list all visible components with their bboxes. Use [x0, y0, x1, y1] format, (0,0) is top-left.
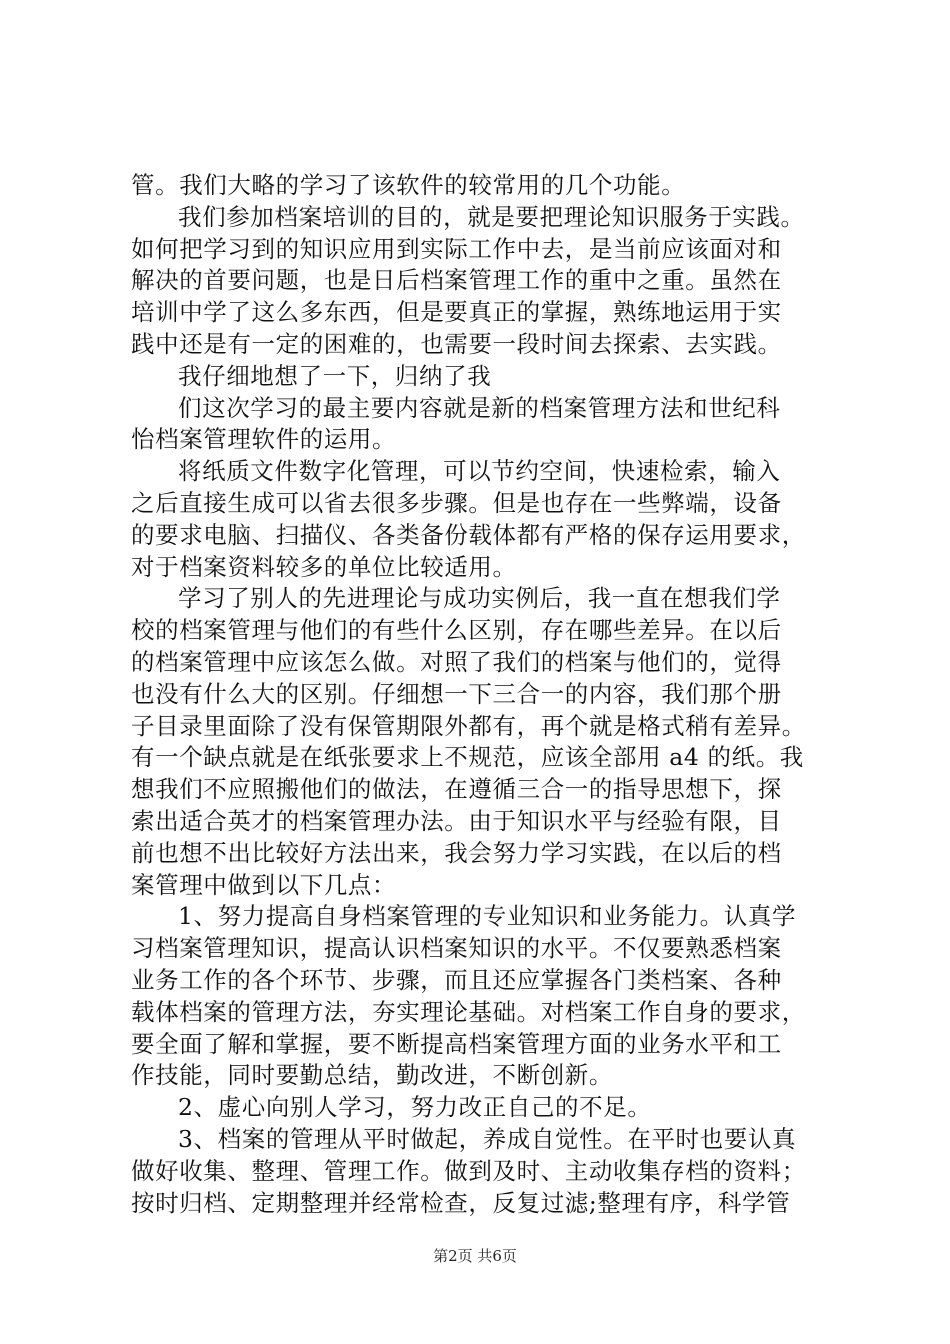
text-line: 的档案管理中应该怎么做。对照了我们的档案与他们的，觉得	[131, 647, 782, 676]
body-text	[131, 170, 831, 1219]
text-line: 的要求电脑、扫描仪、各类备份载体都有严格的保存运用要求，	[131, 520, 806, 549]
text-line: 1、努力提高自身档案管理的专业知识和业务能力。认真学	[178, 902, 797, 931]
text-line: 做好收集、整理、管理工作。做到及时、主动收集存档的资料；	[131, 1156, 806, 1185]
text-line: 践中还是有一定的困难的，也需要一段时间去探索、去实践。	[131, 329, 782, 358]
text-line: 我仔细地想了一下，归纳了我	[178, 361, 492, 390]
text-line: 管。我们大略的学习了该软件的较常用的几个功能。	[131, 171, 686, 199]
text-line: 如何把学习到的知识应用到实际工作中去，是当前应该面对和	[131, 234, 782, 263]
page-footer: 第2页 共6页	[433, 1247, 517, 1265]
text-line: 业务工作的各个环节、步骤，而且还应掌握各门类档案、各种	[131, 965, 782, 994]
text-line: 有一个缺点就是在纸张要求上不规范，应该全部用 a4 的纸。我	[131, 743, 804, 772]
text-line: 怡档案管理软件的运用。	[131, 425, 397, 454]
text-line: 校的档案管理与他们的有些什么区别，存在哪些差异。在以后	[131, 616, 782, 645]
text-line: 也没有什么大的区别。仔细想一下三合一的内容，我们那个册	[131, 679, 782, 708]
text-line: 子目录里面除了没有保管期限外都有，再个就是格式稍有差异。	[131, 711, 806, 740]
text-line: 案管理中做到以下几点：	[131, 870, 397, 899]
text-line: 3、档案的管理从平时做起，养成自觉性。在平时也要认真	[178, 1124, 797, 1153]
text-line: 载体档案的管理方法，夯实理论基础。对档案工作自身的要求，	[131, 997, 806, 1026]
text-line: 学习了别人的先进理论与成功实例后，我一直在想我们学	[178, 584, 781, 613]
text-line: 解决的首要问题，也是日后档案管理工作的重中之重。虽然在	[131, 266, 782, 295]
text-line: 将纸质文件数字化管理，可以节约空间，快速检索，输入	[178, 457, 781, 486]
text-line: 2、虚心向别人学习，努力改正自己的不足。	[178, 1093, 652, 1122]
text-line: 索出适合英才的档案管理办法。由于知识水平与经验有限，目	[131, 806, 782, 835]
text-line: 想我们不应照搬他们的做法，在遵循三合一的指导思想下，探	[131, 775, 782, 804]
text-line: 作技能，同时要勤总结，勤改进，不断创新。	[131, 1061, 613, 1090]
text-line: 要全面了解和掌握，要不断提高档案管理方面的业务水平和工	[131, 1029, 782, 1058]
text-line: 们这次学习的最主要内容就是新的档案管理方法和世纪科	[178, 393, 781, 422]
text-line: 习档案管理知识，提高认识档案知识的水平。不仅要熟悉档案	[131, 934, 782, 963]
text-line: 对于档案资料较多的单位比较适用。	[131, 552, 517, 581]
text-line: 前也想不出比较好方法出来，我会努力学习实践，在以后的档	[131, 838, 782, 867]
text-line: 按时归档、定期整理并经常检查，反复过滤;整理有序，科学管	[131, 1188, 791, 1217]
text-line: 培训中学了这么多东西，但是要真正的掌握，熟练地运用于实	[131, 298, 782, 327]
text-line: 我们参加档案培训的目的，就是要把理论知识服务于实践。	[178, 202, 805, 231]
text-line: 之后直接生成可以省去很多步骤。但是也存在一些弊端，设备	[131, 488, 782, 517]
